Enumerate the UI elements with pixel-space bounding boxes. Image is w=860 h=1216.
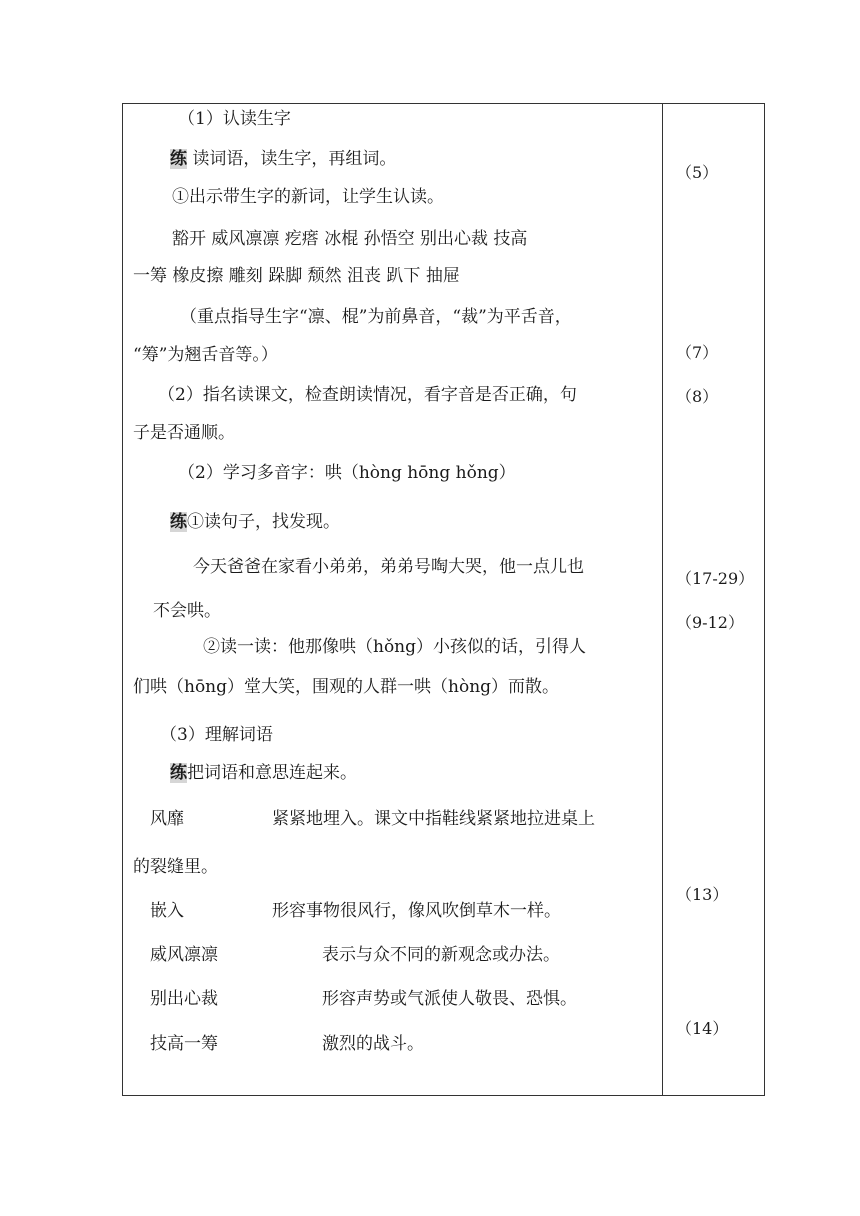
guide-line-2: “筹”为翘舌音等。） xyxy=(133,345,278,365)
section-heading-vocab: （3）理解词语 xyxy=(160,725,273,745)
read-aloud-line-2: 们哄（hōng）堂大笑，围观的人群一哄（hòng）而散。 xyxy=(133,677,560,697)
note-7: （14） xyxy=(676,1019,729,1038)
term-3: 威风凛凛 xyxy=(150,945,218,965)
reading-check-line-1: （2）指名读课文，检查朗读情况，看字音是否正确，句 xyxy=(158,385,577,405)
section-heading-1: （1）认读生字 xyxy=(178,109,291,129)
reading-check-line-2: 子是否通顺。 xyxy=(133,423,235,443)
note-4: （17-29） xyxy=(676,569,755,588)
column-divider xyxy=(662,103,663,1096)
meaning-1-cont: 的裂缝里。 xyxy=(133,857,218,877)
term-5: 技高一筹 xyxy=(150,1034,218,1054)
practice-line-3 xyxy=(170,762,357,784)
note-6: （13） xyxy=(676,885,729,904)
note-5: （9-12） xyxy=(676,613,744,632)
sentence-line-2: 不会哄。 xyxy=(153,601,221,621)
term-2: 嵌入 xyxy=(150,901,184,921)
practice-text: 把词语和意思连起来。 xyxy=(187,763,357,783)
practice-line-2 xyxy=(170,511,340,533)
term-1: 风靡 xyxy=(150,809,184,829)
read-aloud-line-1: ②读一读：他那像哄（hǒng）小孩似的话，引得人 xyxy=(203,637,587,657)
meaning-2: 形容事物很风行，像风吹倒草木一样。 xyxy=(272,901,561,921)
guide-line-1: （重点指导生字“凛、棍”为前鼻音，“裁”为平舌音， xyxy=(180,307,572,327)
meaning-5: 激烈的战斗。 xyxy=(322,1034,424,1054)
meaning-1: 紧紧地埋入。课文中指鞋线紧紧地拉进桌上 xyxy=(272,809,595,829)
practice-text: ①读句子，找发现。 xyxy=(187,512,340,532)
sentence-line-1: 今天爸爸在家看小弟弟，弟弟号啕大哭，他一点儿也 xyxy=(193,557,584,577)
note-1: （5） xyxy=(676,163,719,182)
step-1: ①出示带生字的新词，让学生认读。 xyxy=(172,187,444,207)
note-2: （7） xyxy=(676,343,719,362)
term-4: 别出心裁 xyxy=(150,989,218,1009)
practice-tag: 练 xyxy=(170,512,187,532)
note-3: （8） xyxy=(676,387,719,406)
practice-text: 读词语，读生字，再组词。 xyxy=(187,149,397,169)
practice-line-1 xyxy=(170,148,396,170)
practice-tag: 练 xyxy=(170,149,187,169)
word-list-line-2: 一筹 橡皮擦 雕刻 跺脚 颓然 沮丧 趴下 抽屉 xyxy=(133,266,460,286)
section-heading-polyphone: （2）学习多音字：哄（hòng hōng hǒng） xyxy=(178,463,516,483)
meaning-3: 表示与众不同的新观念或办法。 xyxy=(322,945,560,965)
word-list-line-1: 豁开 威风凛凛 疙瘩 冰棍 孙悟空 别出心裁 技高 xyxy=(172,229,528,249)
practice-tag: 练 xyxy=(170,763,187,783)
meaning-4: 形容声势或气派使人敬畏、恐惧。 xyxy=(322,989,577,1009)
